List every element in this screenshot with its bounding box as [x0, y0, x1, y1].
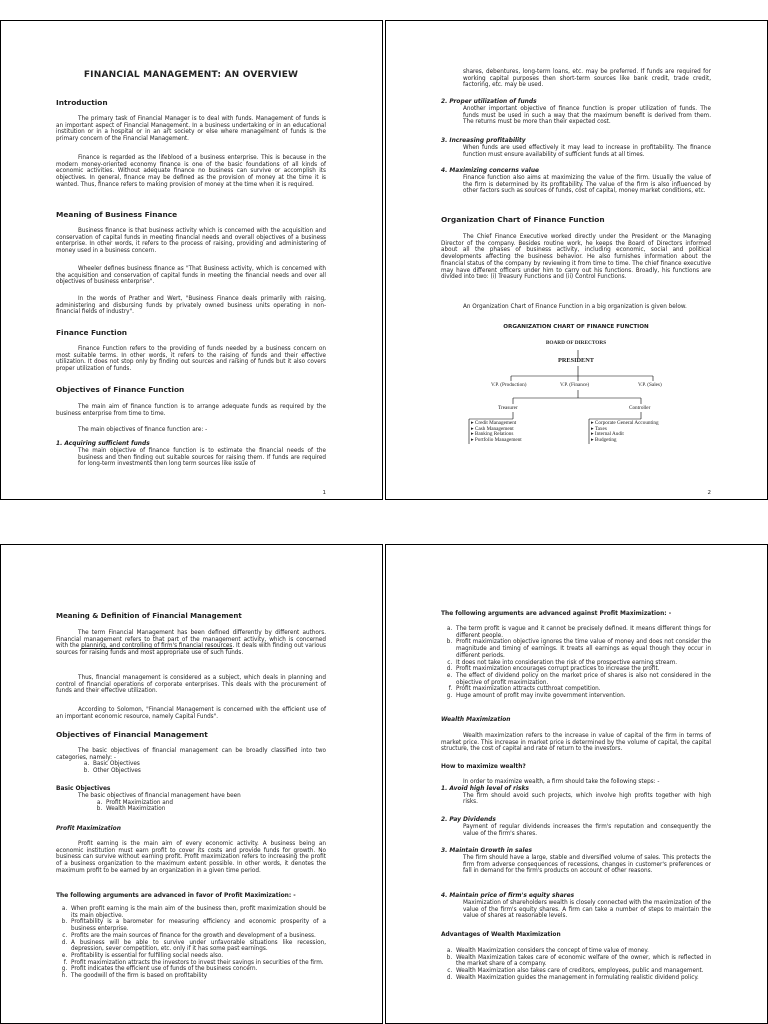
- wealth-maximization-paragraph: Wealth maximization refers to the increase in value of capital of the firm in terms of market price. This increase in market price is determined by the volume of capital, the capital structure, the cost of capital and rate of return to the investors.: [441, 733, 711, 753]
- page-2-content: [441, 21, 711, 499]
- list-item: a. Basic Objectives: [91, 761, 326, 768]
- list-item: c. Profits are the main sources of finance for the growth and development of a business.: [69, 933, 326, 940]
- objectives-paragraph-2: The main objectives of finance function are: -: [78, 427, 208, 433]
- favor-arguments-list: [56, 906, 326, 980]
- page-3-content: [56, 545, 326, 1023]
- step-3-paragraph: The firm should have a large, stable and diversified volume of sales. This protects the firm from adverse consequences of recessions, changes in customer's preferences or fall in demand for the firm's products on account of other reasons.: [463, 855, 711, 875]
- vp-production-box: V.P. (Production): [491, 382, 527, 388]
- treasurer-function-item: ▸ Cash Management: [471, 425, 514, 432]
- objective-3-paragraph: When funds are used effectively it may lead to increase in profitability. The finance function must ensure availability of sufficient funds at all times.: [463, 145, 711, 158]
- basic-objectives-heading: Basic Objectives: [56, 786, 111, 792]
- page-2: [385, 20, 768, 500]
- treasurer-function-item: ▸ Portfolio Management: [471, 436, 522, 443]
- objective-2-paragraph: Another important objective of finance function is proper utilization of funds. The funds must be used in such a way that the maximum benefit is derived from them. The returns must be more than their expected cost.: [463, 106, 711, 126]
- objective-4-heading: 4. Maximizing concerns value: [441, 168, 540, 174]
- underlined-phrase: planning, and controlling of firm's financial resources: [81, 643, 233, 650]
- list-item: f. Profit maximization attracts cutthroat competition.: [454, 686, 711, 693]
- finance-function-heading: Finance Function: [56, 328, 128, 337]
- basic-objectives-list: [56, 800, 326, 813]
- controller-function-item: ▸ Corporate General Accounting: [591, 420, 659, 426]
- profit-maximization-paragraph: Profit earning is the main aim of every economic activity. A business being an economic institution must earn profit to cover its costs and provide funds for growth. No business can survive without earning profit. Profit maximization refers to increasing the profit of a business organization to the maximum extent possible. In other words, it denotes the maximum profit to be earned by an organization in a given time period.: [56, 841, 326, 874]
- meaning-paragraph-3: In the words of Prather and Wert, "Business Finance deals primarily with raising, administering and disbursing funds by privately owned business units operating in non-financial fields of industry".: [56, 296, 326, 316]
- list-item: e. The effect of dividend policy on the market price of shares is also not considered in the objective of profit maximization.: [454, 673, 711, 686]
- objectives-finance-function-heading: Objectives of Finance Function: [56, 385, 185, 394]
- controller-function-item: ▸ Budgeting: [591, 436, 617, 443]
- list-item: b. Wealth Maximization takes care of economic welfare of the owner, which is reflected in the market share of a company.: [454, 955, 711, 968]
- wealth-maximization-heading: Wealth Maximization: [441, 717, 511, 723]
- basic-objectives-paragraph: The basic objectives of financial management have been: [78, 793, 241, 799]
- against-arguments-list: [441, 626, 711, 700]
- document-title: FINANCIAL MANAGEMENT: AN OVERVIEW: [83, 70, 299, 80]
- definition-paragraph-2: Thus, financial management is considered as a subject, which deals in planning and control of financial operations of corporate enterprises. This deals with the procurement of funds and their effective utilization.: [56, 675, 326, 695]
- treasurer-function-item: ▸ Banking Relations: [471, 431, 514, 438]
- step-1-paragraph: The firm should avoid such projects, which involve high profits together with high risks.: [463, 792, 711, 806]
- introduction-heading: Introduction: [56, 98, 108, 107]
- treasurer-box: Treasurer: [498, 405, 518, 411]
- objective-2-heading: 2. Proper utilization of funds: [441, 99, 537, 105]
- list-item: b. Profitability is a barometer for measuring efficiency and economic prosperity of a business enterprise.: [69, 919, 326, 932]
- list-item: g. Huge amount of profit may invite government intervention.: [454, 693, 711, 700]
- board-of-directors-box: BOARD OF DIRECTORS: [545, 340, 607, 346]
- step-4-paragraph: Maximization of shareholders wealth is closely connected with the maximization of the value of the firm's equity shares. A firm can take a number of steps to maintain the value of shares at reasonable levels.: [463, 900, 711, 920]
- meaning-paragraph-1: Business finance is that business activity which is concerned with the acquisition and conservation of capital funds in meeting financial needs and overall objectives of a business enterprise. In other words, it refers to the process of raising, providing and administering of money used in a business concern.: [56, 228, 326, 255]
- page-4-content: [441, 545, 711, 1023]
- page-number: 1: [322, 490, 326, 496]
- list-item: a. The term profit is vague and it cannot be precisely defined. It means different things for different people.: [454, 626, 711, 639]
- objectives-categories-list: [56, 761, 326, 774]
- list-item: d. Wealth Maximization guides the management in formulating realistic dividend policy.: [454, 975, 711, 982]
- controller-function-item: ▸ Taxes: [591, 425, 607, 432]
- list-item: d. Profit maximization encourages corrupt practices to increase the profit.: [454, 666, 711, 673]
- how-to-maximize-paragraph: In order to maximize wealth, a firm should take the following steps: -: [463, 779, 660, 785]
- list-item: b. Profit maximization objective ignores the time value of money and does not consider the magnitude and timing of earnings. It treats all earnings as equal though they occur in different periods.: [454, 639, 711, 659]
- against-arguments-heading: The following arguments are advanced against Profit Maximization: -: [441, 611, 672, 617]
- vp-finance-box: V.P. (Finance): [560, 382, 590, 388]
- step-1-heading: 1. Avoid high level of risks: [441, 785, 529, 792]
- list-item: c. It does not take into consideration the risk of the prospective earning stream.: [454, 660, 711, 667]
- objective-4-paragraph: Finance function also aims at maximizing the value of the firm. Usually the value of the firm is determined by its profitability. The value of the firm is also influenced by other factors such as sources of funds, cost of capital, money market conditions, etc.: [463, 175, 711, 195]
- advantages-list: [441, 948, 711, 982]
- objective-3-heading: 3. Increasing profitability: [441, 138, 526, 144]
- page-number: 2: [707, 490, 711, 496]
- list-item: b. Other Objectives: [91, 768, 326, 775]
- objective-1-continued: shares, debentures, long-term loans, etc. may be preferred. If funds are required for working capital purposes then short-term sources like bank credit, trade credit, factoring, etc. may be used.: [463, 69, 711, 89]
- introduction-paragraph-1: The primary task of Financial Manager is to deal with funds. Management of funds is an important aspect of Financial Management. In a business undertaking or in an educational institution or in a hospital or in an art society or else where management of funds is the primary concern of the Financial Management.: [56, 116, 326, 143]
- profit-maximization-heading: Profit Maximization: [56, 826, 121, 832]
- treasurer-functions-list: [471, 421, 522, 443]
- list-item: a. Wealth Maximization considers the concept of time value of money.: [454, 948, 711, 955]
- list-item: a. Profit Maximization and: [104, 800, 326, 807]
- page-1: [0, 20, 383, 500]
- objective-1-heading: 1. Acquiring sufficient funds: [56, 441, 150, 447]
- list-item: f. Profit maximization attracts the investors to invest their savings in securities of the firm.: [69, 960, 326, 967]
- list-item: d. A business will be able to survive under unfavorable situations like recession, depression, sever competition, etc. only if it has some past earnings.: [69, 940, 326, 953]
- org-chart: [441, 324, 711, 459]
- organization-paragraph-2: An Organization Chart of Finance Function in a big organization is given below.: [463, 304, 687, 310]
- objectives-fm-heading: Objectives of Financial Management: [56, 730, 208, 739]
- list-item: h. The goodwill of the firm is based on profitability: [69, 973, 326, 980]
- list-item: a. When profit earning is the main aim of the business then, profit maximization should be its main objective.: [69, 906, 326, 919]
- objectives-fm-paragraph: The basic objectives of financial management can be broadly classified into two categories, namely: -: [56, 748, 326, 761]
- page-4: [385, 544, 768, 1024]
- organization-chart-heading: Organization Chart of Finance Function: [441, 215, 605, 224]
- org-chart-title: ORGANIZATION CHART OF FINANCE FUNCTION: [503, 324, 649, 330]
- page-1-content: [56, 21, 326, 499]
- controller-function-item: ▸ Internal Audit: [591, 431, 624, 438]
- vp-sales-box: V.P. (Sales): [638, 382, 662, 388]
- objectives-paragraph-1: The main aim of finance function is to arrange adequate funds as required by the business enterprise from time to time.: [56, 404, 326, 417]
- definition-paragraph-3: According to Solomon, "Financial Management is concerned with the efficient use of an important economic resource, namely Capital Funds".: [56, 707, 326, 720]
- president-box: PRESIDENT: [557, 357, 595, 364]
- meaning-paragraph-2: Wheeler defines business finance as "That Business activity, which is concerned with the acquisition and conservation of capital funds in meeting the financial needs and over all objectives of business enterprise".: [56, 266, 326, 286]
- treasurer-function-item: ▸ Credit Management: [471, 420, 517, 426]
- how-to-maximize-heading: How to maximize wealth?: [441, 764, 526, 770]
- page-3: [0, 544, 383, 1024]
- advantages-heading: Advantages of Wealth Maximization: [441, 932, 561, 938]
- step-3-heading: 3. Maintain Growth in sales: [441, 848, 533, 854]
- introduction-paragraph-2: Finance is regarded as the lifeblood of a business enterprise. This is because in the modern money-oriented economy finance is one of the basic foundations of all kinds of economic activities. Without adequate finance no business can survive or accomplish its objectives. In general, finance may be defined as the provision of money at the time it is wanted. Thus, finance refers to making provision of money at the time when it is required.: [56, 155, 326, 188]
- list-item: g. Profit indicates the efficient use of funds of the business concern.: [69, 966, 326, 973]
- list-item: b. Wealth Maximization: [104, 806, 326, 813]
- step-2-heading: 2. Pay Dividends: [441, 817, 496, 823]
- organization-paragraph-1: The Chief Finance Executive worked directly under the President or the Managing Director of the company. Besides routine work, he keeps the Board of Directors informed about all the phases of business activity, including economic, social and political developments affecting the business behavior. He also furnishes information about the financial status of the company by reviewing it from time to time. The chief finance executive may have different officers under him to carry out his functions. Broadly, his functions are divided into two: (i) Treasury Functions and (ii) Control Functions.: [441, 234, 711, 281]
- definition-heading: Meaning & Definition of Financial Management: [56, 612, 242, 620]
- step-2-paragraph: Payment of regular dividends increases the firm's reputation and consequently the value of the firm's shares.: [463, 824, 711, 837]
- finance-function-paragraph: Finance Function refers to the providing of funds needed by a business concern on most suitable terms. In other words, it refers to the raising of funds and their effective utilization. It does not stop only by finding out sources and raising of funds but it also covers proper utilization of funds.: [56, 346, 326, 373]
- objective-1-paragraph: The main objective of finance function is to estimate the financial needs of the business and then finding out suitable sources for raising them. If funds are required for long-term investments then long term sources like issue of: [78, 448, 326, 468]
- controller-functions-list: [591, 421, 659, 443]
- list-item: c. Wealth Maximization also takes care of creditors, employees, public and management.: [454, 968, 711, 975]
- step-4-heading: 4. Maintain price of firm's equity shares: [441, 893, 575, 899]
- definition-paragraph-1: The term Financial Management has been defined differently by different authors. Financial management refers to that part of the management activity, which is concerned with the planning, and controlling of firm's financial resources. It deals with finding out various sources for raising funds and most appropriate use of such funds.: [56, 630, 326, 657]
- list-item: e. Profitability is essential for fulfilling social needs also.: [69, 953, 326, 960]
- controller-box: Controller: [629, 405, 651, 411]
- meaning-business-finance-heading: Meaning of Business Finance: [56, 210, 178, 219]
- favor-arguments-heading: The following arguments are advanced in favor of Profit Maximization: -: [56, 893, 296, 899]
